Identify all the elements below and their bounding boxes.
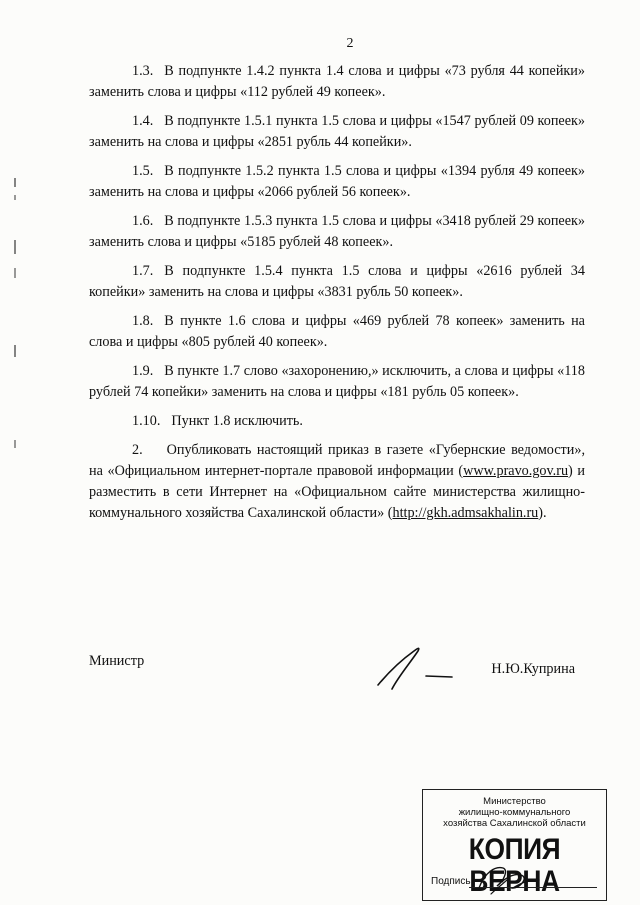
list-item [89,161,585,203]
scan-margin-mark [14,268,16,278]
scan-margin-mark [14,345,16,357]
item-text: В пункте 1.6 слова и цифры «469 рублей 78 копеек» заменить на слова и цифры «805 рублей 40 копеек». [89,313,585,350]
list-item [89,111,585,153]
stamp-copy-verified: КОПИЯ ВЕРНА [468,833,561,898]
list-item [89,361,585,403]
signatory-title: Министр [89,653,145,669]
stamp-signature-scribble [473,858,543,898]
stamp-signature-label: Подпись [431,876,471,887]
item-number: 1.5. [132,163,154,179]
page-number: 2 [346,36,354,51]
publication-text: ). [538,505,547,521]
signatory-name: Н.Ю.Куприна [491,661,575,677]
scan-margin-mark [14,195,16,200]
item-text: В пункте 1.7 слово «захоронению,» исключить, а слова и цифры «118 рублей 74 копейки» заменить на слова и цифры «181 рубль 05 копеек». [89,363,585,400]
item-text: Пункт 1.8 исключить. [171,413,303,429]
list-item [89,61,585,103]
scan-margin-mark [14,240,16,254]
certification-stamp [422,789,607,901]
publication-text: ) и разместить в сети Интернет на «Официальном сайте министерства жилищно-коммунального хозяйства Сахалинской области» ( [89,463,585,521]
publication-text: Опубликовать настоящий приказ в газете «Губернские ведомости», на «Официальном интернет-портале правовой информации ( [89,442,585,479]
item-number: 2. [132,442,143,458]
stamp-line: жилищно-коммунального [458,807,571,818]
item-text: В подпункте 1.4.2 пункта 1.4 слова и цифры «73 рубля 44 копейки» заменить слова и цифры «112 рублей 49 копеек». [89,63,585,100]
stamp-line: Министерство [483,796,546,807]
item-number: 1.7. [132,263,154,279]
list-item [89,411,585,432]
item-text: В подпункте 1.5.2 пункта 1.5 слова и цифры «1394 рубля 49 копеек» заменить на слова и цифры «2066 рублей 56 копеек». [89,163,585,200]
item-number: 1.6. [132,213,154,229]
signature-block [89,648,585,708]
list-item [89,261,585,303]
handwritten-signature [374,643,464,693]
document-body [89,61,585,524]
item-text: В подпункте 1.5.3 пункта 1.5 слова и цифры «3418 рублей 29 копеек» заменить слова и цифры «5185 рублей 48 копеек». [89,213,585,250]
stamp-line: хозяйства Сахалинской области [443,818,586,829]
scan-margin-mark [14,178,16,187]
scan-margin-mark [14,440,16,448]
gkh-link[interactable]: http://gkh.admsakhalin.ru [392,505,539,521]
item-text: В подпункте 1.5.4 пункта 1.5 слова и цифры «2616 рублей 34 копейки» заменить на слова и цифры «3831 рубль 50 копеек». [89,263,585,300]
publication-paragraph [89,440,585,524]
item-number: 1.10. [132,413,161,429]
pravo-link[interactable]: www.pravo.gov.ru [463,463,569,479]
item-number: 1.4. [132,113,154,129]
item-number: 1.3. [132,63,154,79]
list-item [89,311,585,353]
item-number: 1.8. [132,313,154,329]
item-text: В подпункте 1.5.1 пункта 1.5 слова и цифры «1547 рублей 09 копеек» заменить на слова и цифры «2851 рубль 44 копейки». [89,113,585,150]
list-item [89,211,585,253]
item-number: 1.9. [132,363,154,379]
